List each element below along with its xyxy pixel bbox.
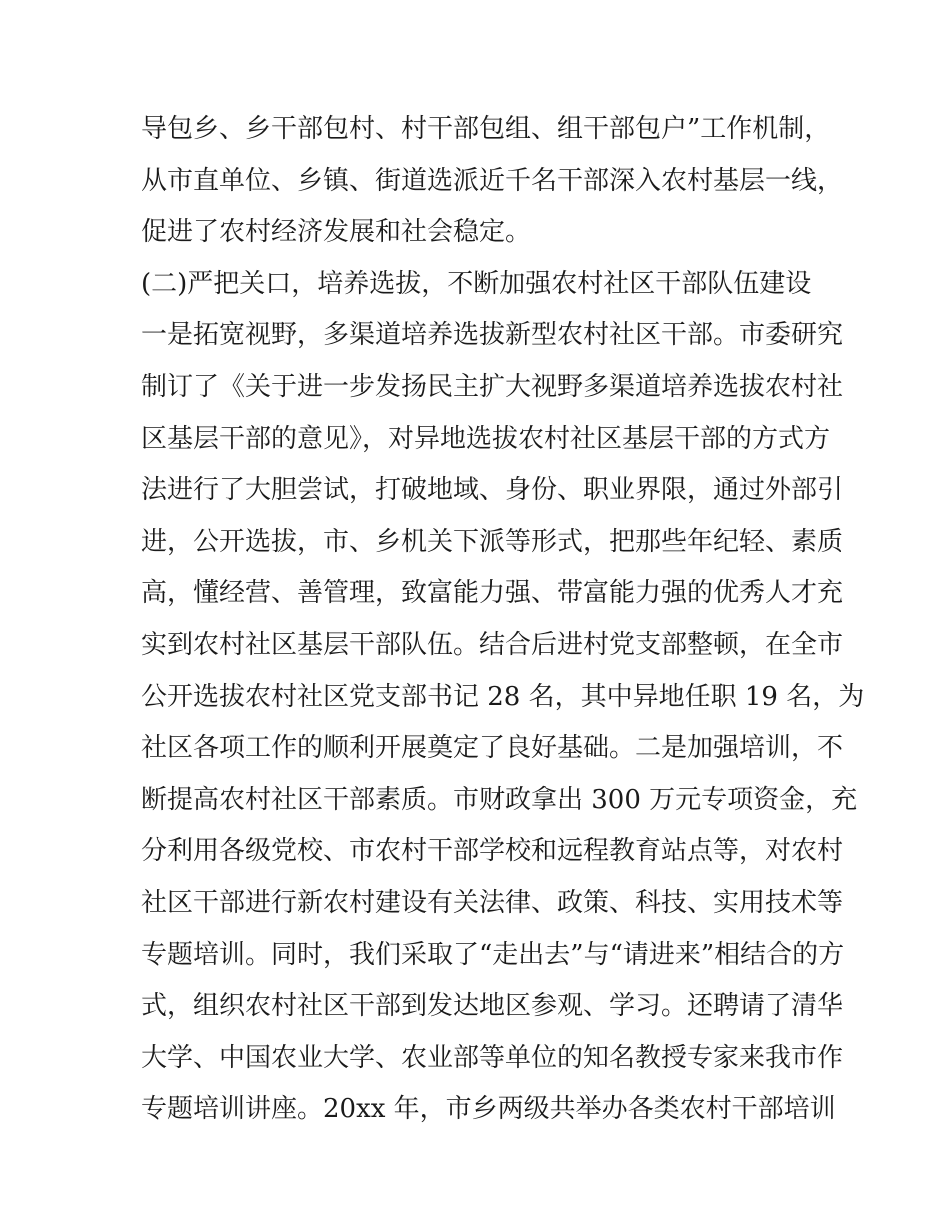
text-line: 大学、中国农业大学、农业部等单位的知名教授专家来我市作 [141,1042,844,1073]
text-line: 法进行了大胆尝试，打破地域、身份、职业界限，通过外部引 [141,475,844,506]
text-line: 实到农村社区基层干部队伍。结合后进村党支部整顿，在全市 [141,629,844,660]
text-line: 促进了农村经济发展和社会稳定。 [141,217,532,248]
text-line: 从市直单位、乡镇、街道选派近千名干部深入农村基层一线， [141,165,844,196]
text-line: 进，公开选拔，市、乡机关下派等形式，把那些年纪轻、素质 [141,526,844,557]
text-line: 分利用各级党校、市农村干部学校和远程教育站点等，对农村 [141,836,844,867]
text-line: 式，组织农村社区干部到发达地区参观、学习。还聘请了清华 [141,991,844,1022]
section-heading: (二)严把关口，培养选拔，不断加强农村社区干部队伍建设 [141,268,812,299]
text-line: 专题培训讲座。20xx 年，市乡两级共举办各类农村干部培训 [141,1094,836,1125]
text-line: 断提高农村社区干部素质。市财政拿出 300 万元专项资金，充 [141,784,858,815]
text-line: 社区干部进行新农村建设有关法律、政策、科技、实用技术等 [141,887,844,918]
text-line: 社区各项工作的顺利开展奠定了良好基础。二是加强培训，不 [141,733,844,764]
document-body [141,104,865,1136]
text-line: 专题培训。同时，我们采取了“走出去”与“请进来”相结合的方 [141,939,845,970]
text-line: 制订了《关于进一步发扬民主扩大视野多渠道培养选拔农村社 [141,371,844,402]
text-line: 一是拓宽视野，多渠道培养选拔新型农村社区干部。市委研究 [141,320,844,351]
text-line: 导包乡、乡干部包村、村干部包组、组干部包户”工作机制， [141,114,831,144]
text-line: 区基层干部的意见》，对异地选拔农村社区基层干部的方式方 [141,423,831,454]
text-line: 公开选拔农村社区党支部书记 28 名，其中异地任职 19 名，为 [141,681,865,712]
text-line: 高，懂经营、善管理，致富能力强、带富能力强的优秀人才充 [141,578,844,609]
